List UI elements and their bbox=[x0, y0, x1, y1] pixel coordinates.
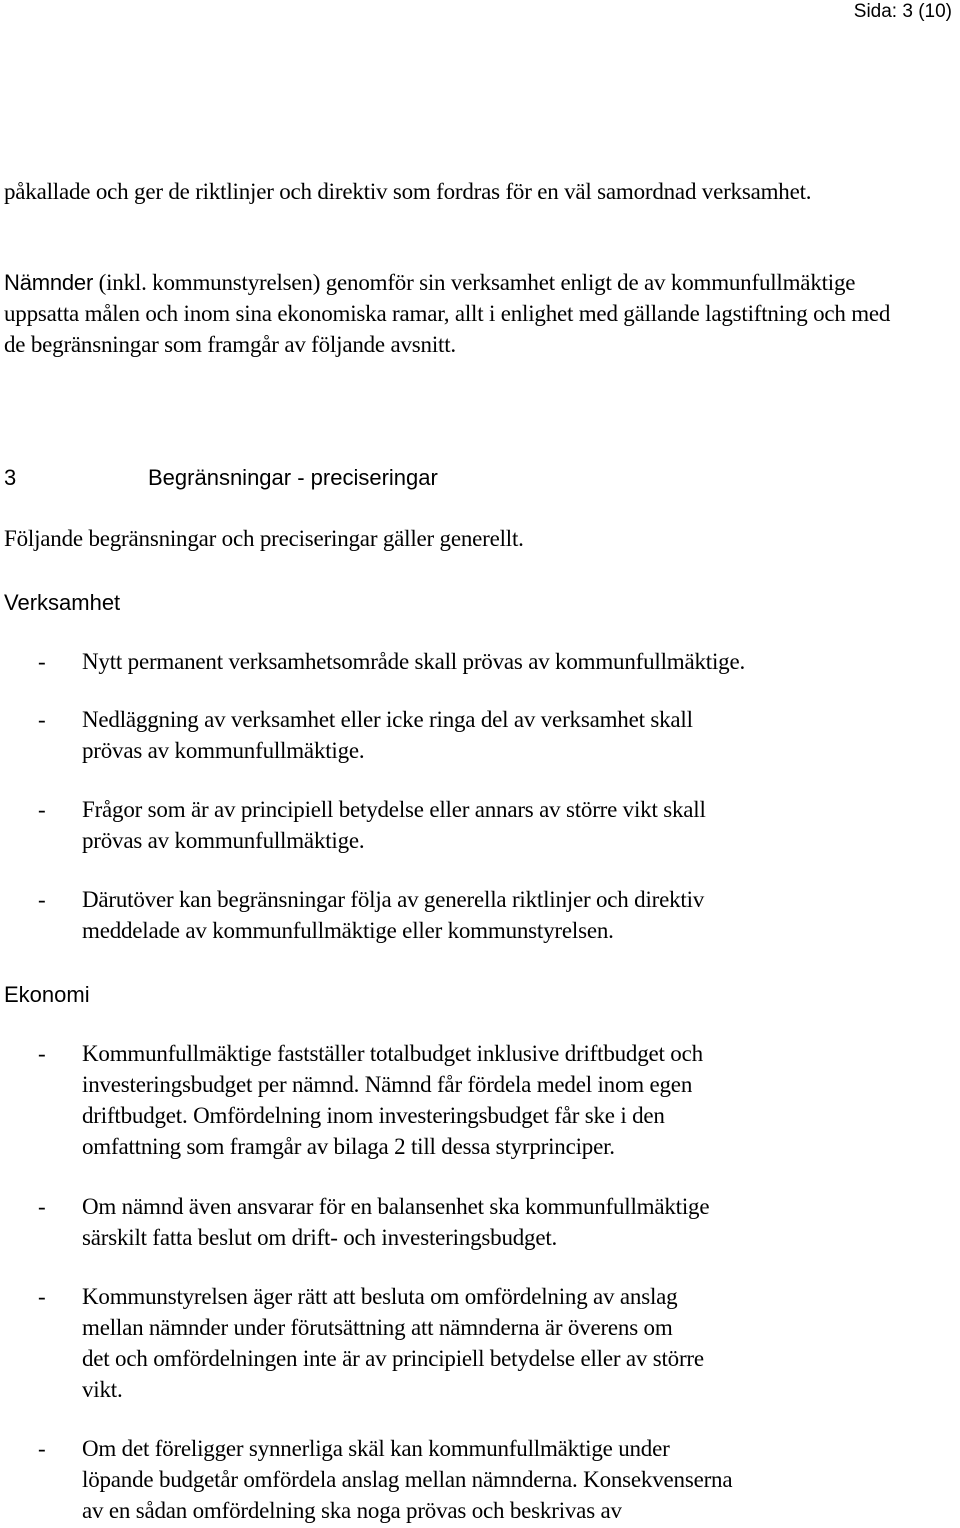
section-title: Begränsningar - preciseringar bbox=[148, 465, 438, 490]
list-item-text: Därutöver kan begränsningar följa av generella riktlinjer och direktiv meddelade av kommunfullmäktige eller kommunstyrelsen. bbox=[82, 887, 705, 943]
list-item bbox=[38, 884, 918, 946]
list-item bbox=[38, 1281, 918, 1405]
list-item-text: Frågor som är av principiell betydelse eller annars av större vikt skall prövas av kommunfullmäktige. bbox=[82, 797, 706, 853]
list-item bbox=[38, 704, 918, 766]
bullet-dash: - bbox=[38, 1194, 46, 1219]
section-intro: Följande begränsningar och preciseringar gäller generellt. bbox=[4, 526, 524, 551]
list-item bbox=[38, 1038, 918, 1162]
section-heading bbox=[4, 462, 438, 494]
list-item bbox=[38, 1191, 918, 1253]
list-item-text: Kommunfullmäktige fastställer totalbudget inklusive driftbudget och investeringsbudget per nämnd. Nämnd får fördela medel inom egen driftbudget. Omfördelning inom investeringsbudget får ske i den omfattning som framgår av bilaga 2 till dessa styrprinciper. bbox=[82, 1041, 703, 1159]
ekonomi-heading: Ekonomi bbox=[4, 982, 90, 1007]
list-item bbox=[38, 646, 918, 677]
paragraph-namnder bbox=[4, 267, 904, 360]
bullet-dash: - bbox=[38, 1284, 46, 1309]
verksamhet-heading: Verksamhet bbox=[4, 590, 121, 615]
bullet-dash: - bbox=[38, 1436, 46, 1461]
bullet-dash: - bbox=[38, 797, 46, 822]
list-item-text: Om nämnd även ansvarar för en balansenhet ska kommunfullmäktige särskilt fatta beslut om drift- och investeringsbudget. bbox=[82, 1194, 710, 1250]
list-item-text: Om det föreligger synnerliga skäl kan kommunfullmäktige under löpande budgetår omfördela anslag mellan nämnderna. Konsekvenserna av en sådan omfördelning ska noga prövas och beskrivas av bbox=[82, 1436, 733, 1523]
list-item-text: Nedläggning av verksamhet eller icke ringa del av verksamhet skall prövas av kommunfullmäktige. bbox=[82, 707, 693, 763]
bullet-dash: - bbox=[38, 707, 46, 732]
bullet-dash: - bbox=[38, 649, 46, 674]
paragraph-body: (inkl. kommunstyrelsen) genomför sin verksamhet enligt de av kommunfullmäktige uppsatta målen och inom sina ekonomiska ramar, allt i enlighet med gällande lagstiftning och med de begränsningar som framgår av följande avsnitt. bbox=[4, 270, 891, 357]
list-item bbox=[38, 794, 918, 856]
bullet-dash: - bbox=[38, 887, 46, 912]
section-number: 3 bbox=[4, 465, 17, 490]
list-item bbox=[38, 1433, 918, 1526]
paragraph-lead: Nämnder bbox=[4, 270, 94, 295]
list-item-text: Nytt permanent verksamhetsområde skall prövas av kommunfullmäktige. bbox=[82, 649, 746, 674]
list-item-text: Kommunstyrelsen äger rätt att besluta om omfördelning av anslag mellan nämnder under förutsättning att nämnderna är överens om det och omfördelningen inte är av principiell betydelse eller av större vikt. bbox=[82, 1284, 704, 1402]
page-number: Sida: 3 (10) bbox=[853, 1, 952, 22]
intro-paragraph: påkallade och ger de riktlinjer och direktiv som fordras för en väl samordnad verksamhet. bbox=[4, 179, 812, 204]
bullet-dash: - bbox=[38, 1041, 46, 1066]
